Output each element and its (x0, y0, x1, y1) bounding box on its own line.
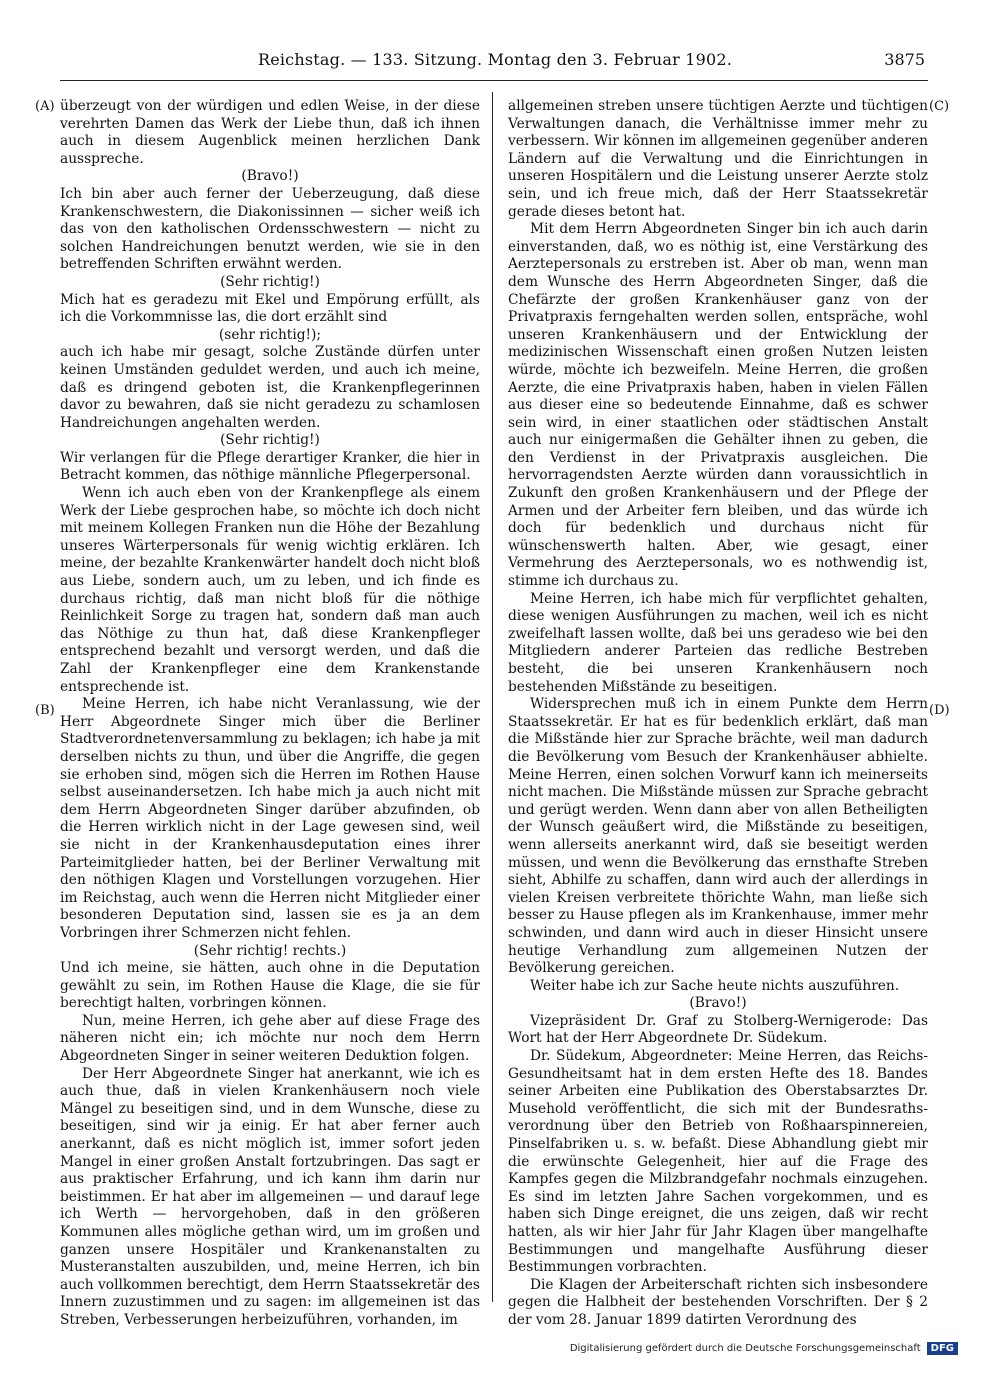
paragraph: Nun, meine Herren, ich gehe aber auf diese Frage des näheren nicht ein; ich möchte nur noch dem Herrn Abgeordneten Singer in seiner weiteren Deduktion folgen. (60, 1012, 480, 1065)
margin-mark-c: (C) (929, 99, 950, 114)
interjection: (Bravo!) (241, 168, 299, 185)
margin-mark-d: (D) (929, 703, 950, 718)
paragraph: Ich bin aber auch ferner der Ueberzeugung, daß diese Krankenschwestern, die Diakonissinnen — sicher weiß ich das von den katholischen Ordensschwestern — nicht zu solchen Handreichungen benutzt werden, wie sie in den betreffenden Schriften erwähnt werden. (60, 185, 480, 273)
interjection: (Sehr richtig! rechts.) (193, 942, 347, 959)
interjection: (Sehr richtig!) (220, 432, 320, 449)
paragraph: Vizepräsident Dr. Graf zu Stolberg-Wernigerode: Das Wort hat der Herr Abgeordnete Dr. Südekum. (508, 1012, 928, 1047)
left-column (60, 98, 480, 1330)
right-column (508, 98, 928, 1330)
paragraph: Die Klagen der Arbeiterschaft richten sich insbesondere gegen die Halbheit der bestehenden Vorschriften. Der § 2 der vom 28. Januar 1899 datirten Verordnung des (508, 1276, 928, 1328)
paragraph: Meine Herren, ich habe mich für verpflichtet gehalten, diese wenigen Ausführungen zu machen, weil ich es nicht zweifelhaft lassen wollte, daß bei uns geradeso wie bei den Mitgliedern anderer Parteien das redliche Bestreben besteht, die bei unseren Krankenhäusern noch bestehenden Mißstände zu beseitigen. (508, 590, 928, 695)
paragraph: auch ich habe mir gesagt, solche Zustände dürfen unter keinen Umständen geduldet werden, und auch ich meine, daß es dringend geboten ist, die Krankenpflegerinnen davor zu bewahren, daß sie nicht geradezu zu schamlosen Handreichungen angehalten werden. (60, 344, 480, 431)
footer-credit: Digitalisierung gefördert durch die Deutsche Forschungsgemeinschaft (569, 1343, 921, 1354)
interjection: (sehr richtig!); (218, 326, 322, 343)
margin-mark-a: (A) (35, 99, 55, 114)
paragraph: Mit dem Herrn Abgeordneten Singer bin ich auch darin einverstanden, daß, wo es nöthig ist, eine Verstärkung des Aerztepersonals zu erstreben ist. Aber ob man, wenn man dem Wunsche des Herrn Abgeordneten Singer, daß die Chefärzte der großen Krankenhäuser ganz von der Privatpraxis ferngehalten werden sollen, entspräche, wohl unseren Krankenhäusern und der Entwicklung der medizinischen Wissenschaft einen großen Nutzen leisten würde, möchte ich bezweifeln. Meine Herren, die großen Aerzte, die eine Privatpraxis haben, haben in vielen Fällen aus dieser eine so bedeutende Einnahme, daß es schwer sein wird, in einer staatlichen oder städtischen Anstalt auch nur einigermaßen die Gehälter ihnen zu geben, die den Verdienst in der Privatpraxis ausgleichen. Die hervorragendsten Aerzte würden dann voraussichtlich in Zukunft den großen Krankenhäusern und der Pflege der Armen und der Arbeiter fern bleiben, und das würde ich doch für bedenklich und durchaus nicht für wünschenswerth halten. Aber, wie gesagt, einer Vermehrung des Aerztepersonals, wo es nothwendig ist, stimme ich durchaus zu. (508, 221, 928, 590)
footer (570, 1342, 958, 1355)
header-rule (60, 80, 928, 81)
paragraph: überzeugt von der würdigen und edlen Weise, in der diese verehrten Damen das Werk der Liebe thun, daß ich ihnen auch in diesem Augenblick meinen herzlichen Dank ausspreche. (60, 98, 480, 167)
running-header (65, 50, 925, 72)
margin-mark-b: (B) (35, 703, 55, 718)
paragraph: Wenn ich auch eben von der Krankenpflege als einem Werk der Liebe gesprochen habe, so möchte ich doch nicht mit meinem Kollegen Franken nun die Höhe der Bezahlung unseres Wärterpersonals für wenig wichtig erklären. Ich meine, der bezahlte Krankenwärter handelt doch nicht bloß aus Liebe, sondern auch, um zu leben, und ich finde es durchaus richtig, daß man nicht bloß für die nöthige Reinlichkeit Sorge zu tragen hat, sondern daß man auch das Nöthige zu thun hat, daß diese Krankenpfleger entsprechend bezahlt und versorgt werden, und daß die Zahl der Krankenpfleger eine dem Krankenstande entsprechende ist. (60, 485, 480, 695)
paragraph: Und ich meine, sie hätten, auch ohne in die Deputation gewählt zu sein, im Rothen Hause die Klage, die sie für berechtigt halten, vorbringen können. (60, 960, 480, 1012)
page-number: 3875 (884, 50, 925, 69)
page-title: Reichstag. — 133. Sitzung. Montag den 3. Februar 1902. (257, 50, 733, 69)
paragraph: Dr. Südekum, Abgeordneter: Meine Herren, das Reichs-Gesundheitsamt hat in dem ersten Hefte des 18. Bandes seiner Arbeiten eine Publikation des Oberstabsarztes Dr. Musehold veröffentlicht, die sich mit der Bundesraths-verordnung über den Betrieb von Roßhaarspinnereien, Pinselfabriken u. s. w. befaßt. Diese Abhandlung giebt mir die erwünschte Gelegenheit, hier auf die Frage des Kampfes gegen die Milzbrandgefahr nochmals einzugehen. Es sind im letzten Jahre Sachen vorgekommen, und es haben sich Dinge ereignet, die uns zeigen, daß wir recht hatten, als wir hier Jahr für Jahr Klagen über mangelhafte Bestimmungen und mangelhafte Ausführung dieser Bestimmungen vorbrachten. (508, 1048, 928, 1276)
paragraph: Der Herr Abgeordnete Singer hat anerkannt, wie ich es auch thue, daß in vielen Krankenhäusern noch viele Mängel zu beseitigen sind, und in dem Wunsche, diese zu beseitigen, sind wir ja einig. Er hat aber ferner auch anerkannt, daß es nicht möglich ist, immer sofort jeden Mangel in einer großen Anstalt fortzubringen. Das sagt er aus praktischer Erfahrung, und ich kann ihm darin nur beistimmen. Er hat aber im allgemeinen — und darauf lege ich Werth — hervorgehoben, daß in den größeren Kommunen alles mögliche gethan wird, um im großen und ganzen unsere Hospitäler und Krankenanstalten zu Musteranstalten auszubilden, und, meine Herren, ich bin auch vollkommen berechtigt, dem Herrn Staatssekretär des Innern zuzustimmen und zu sagen: im allgemeinen ist das Streben, Verbesserungen herbeizuführen, vorhanden, im (60, 1065, 480, 1328)
paragraph: Mich hat es geradezu mit Ekel und Empörung erfüllt, als ich die Vorkommnisse las, die dort erzählt sind (60, 291, 480, 326)
paragraph: Meine Herren, ich habe nicht Veranlassung, wie der Herr Abgeordnete Singer mich über die Berliner Stadtverordnetenversammlung zu beklagen; ich habe ja mit derselben nichts zu thun, und über die Angriffe, die gegen sie erhoben sind, mögen sich die Herren im Rothen Hause selbst auseinandersetzen. Ich habe mich ja auch nicht mit dem Herrn Abgeordneten Singer darüber abzufinden, ob die Herren wirklich nicht in der Lage gewesen sind, weil sie nicht in der Krankenhausdeputation eines ihrer Parteimitglieder hatten, bei der Berliner Verwaltung mit den nöthigen Klagen und Vorstellungen vorzugehen. Hier im Reichstag, auch wenn die Herren nicht Mitglieder einer besonderen Deputation sind, lassen sie es ja an dem Vorbringen ihrer Schmerzen nicht fehlen. (60, 696, 480, 941)
interjection: (Bravo!) (689, 995, 747, 1012)
column-divider (492, 92, 493, 1302)
paragraph: Widersprechen muß ich in einem Punkte dem Herrn Staatssekretär. Er hat es für bedenklich erklärt, daß man die Mißstände hier zur Sprache brächte, weil man dadurch die Bevölkerung vom Besuch der Krankenhäuser abhielte. Meine Herren, einen solchen Vorwurf kann ich meinerseits nicht machen. Die Mißstände müssen zur Sprache gebracht und gerügt werden. Wenn dann aber von allen Betheiligten der Wunsch geäußert wird, die Mißstände zu beseitigen, wenn allerseits anerkannt wird, daß sie beseitigt werden müssen, und wenn die Bevölkerung das ernsthafte Streben sieht, Abhilfe zu schaffen, dann wird auch der allerdings in vielen Kreisen verbreitete thörichte Wahn, man ließe sich besser zu Hause pflegen als im Krankenhause, immer mehr schwinden, und dann wird auch in dieser Hinsicht unsere heutige Verhandlung zum allgemeinen Nutzen der Bevölkerung gereichen. (508, 696, 928, 977)
dfg-logo: DFG (927, 1342, 958, 1355)
paragraph: Wir verlangen für die Pflege derartiger Kranker, die hier in Betracht kommen, das nöthige männliche Pflegerpersonal. (60, 449, 480, 484)
interjection: (Sehr richtig!) (220, 273, 320, 290)
paragraph: Weiter habe ich zur Sache heute nichts auszuführen. (530, 977, 900, 994)
paragraph: allgemeinen streben unsere tüchtigen Aerzte und tüchtigen Verwaltungen danach, die Verhältnisse immer mehr zu verbessern. Wir können im allgemeinen gegenüber anderen Ländern auf die Verwaltung und die Einrichtungen in unseren Hospitälern und die Leistung unserer Aerzte stolz sein, und ich freue mich, daß der Herr Staatssekretär gerade dieses betont hat. (508, 98, 928, 220)
